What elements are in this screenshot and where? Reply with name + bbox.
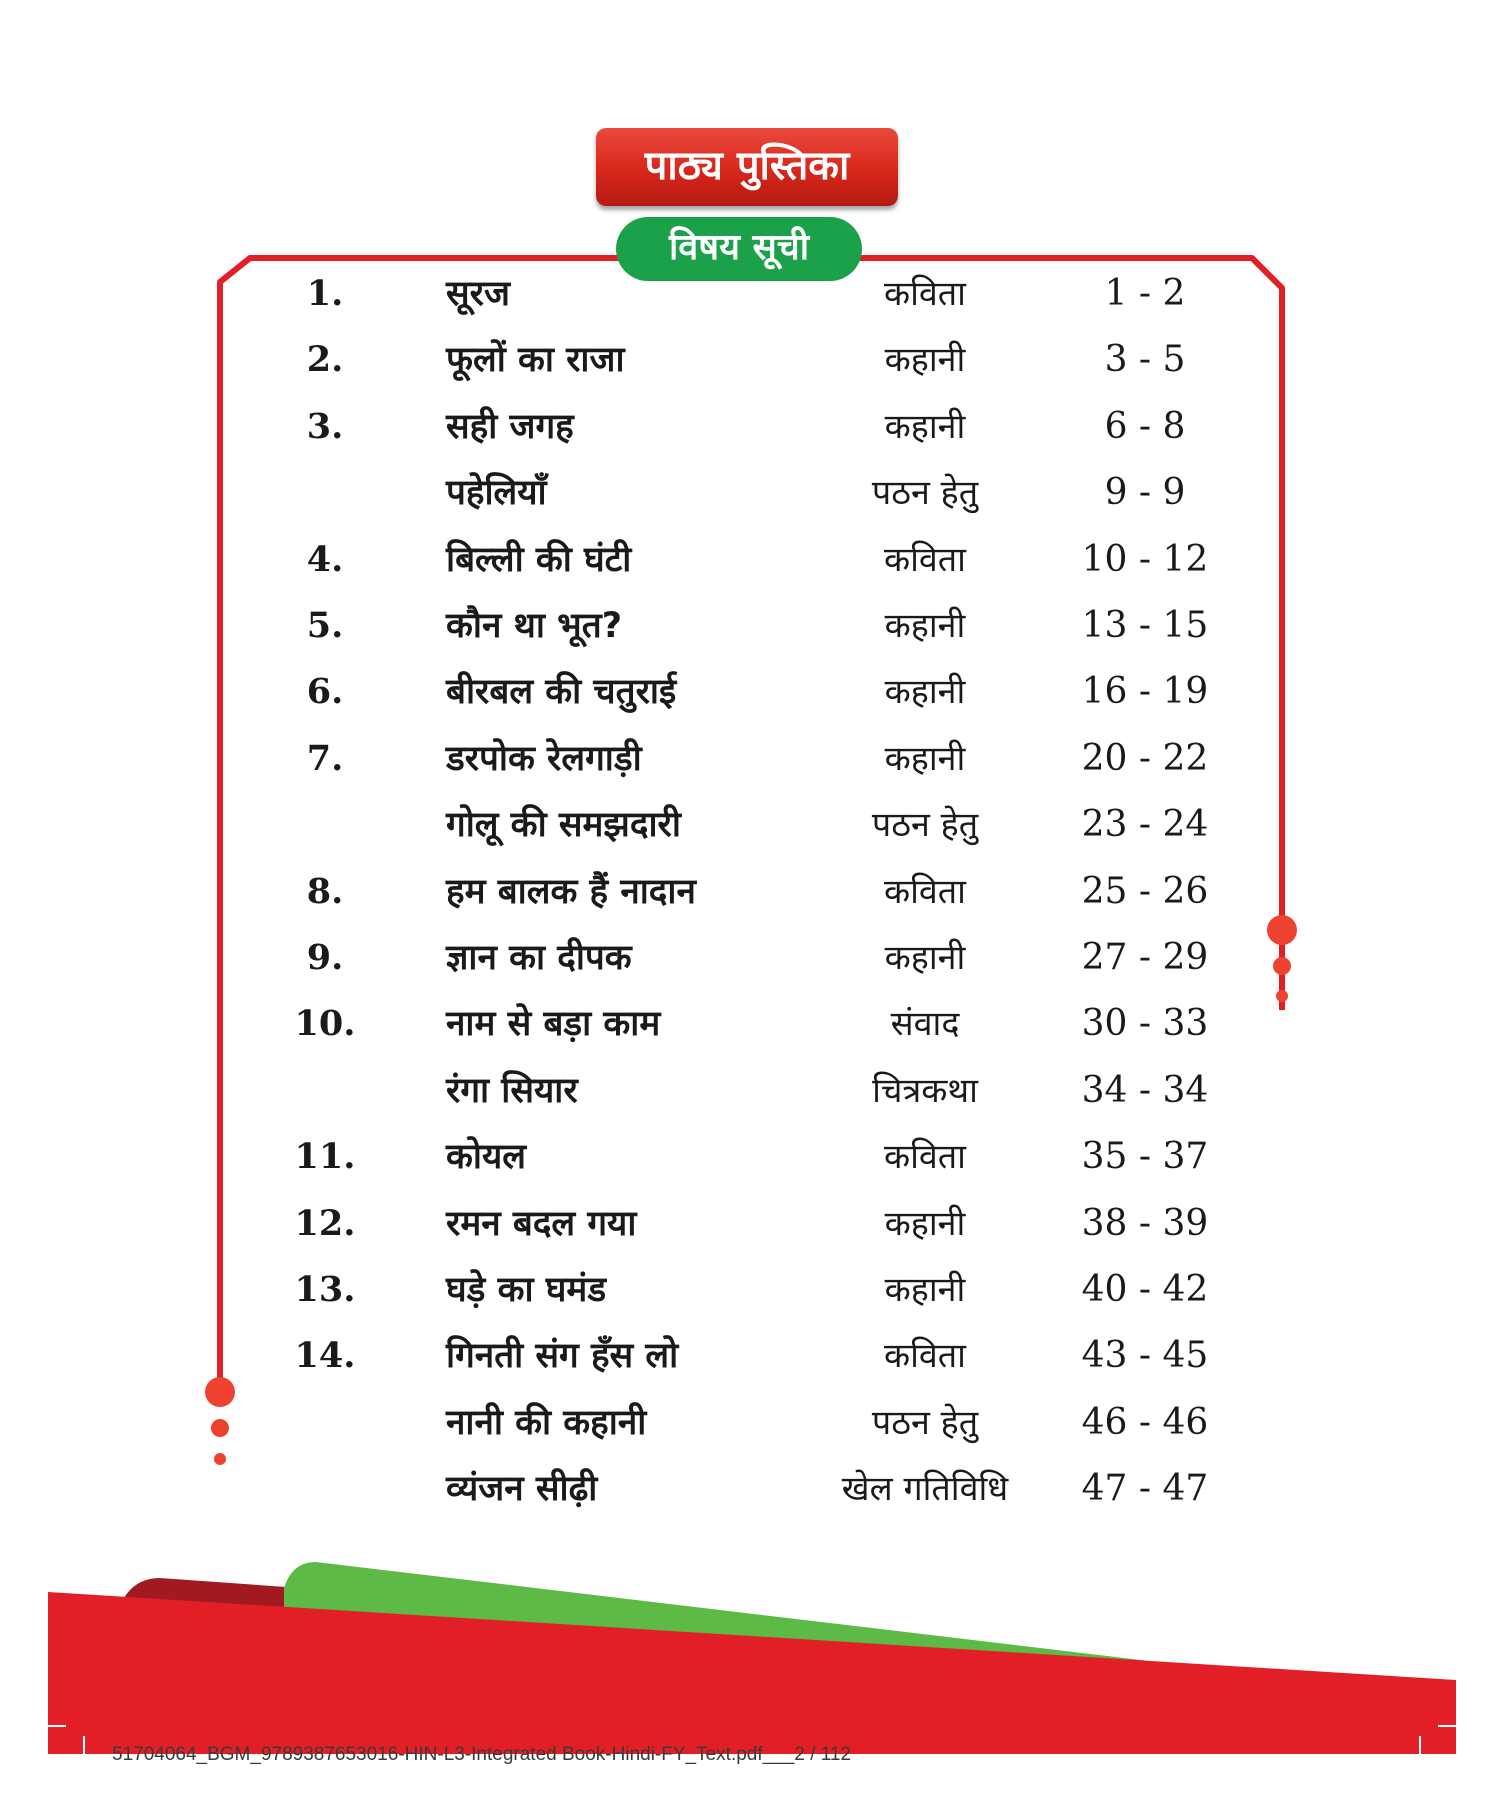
toc-number: 9. [306,937,344,978]
toc-type: कविता [883,274,966,314]
toc-row [0,729,1500,789]
toc-number: 1. [306,273,344,314]
footer-file-info [112,1744,851,1766]
toc-row [0,795,1500,855]
toc-pages: 35 - 37 [1081,1136,1209,1178]
toc-type: कविता [883,1137,966,1178]
toc-number: 2. [306,339,344,381]
toc-number: 4. [306,538,344,580]
toc-type: कहानी [884,738,966,779]
toc-number: 12. [294,1202,356,1244]
toc-pages: 9 - 9 [1104,472,1186,514]
toc-row [0,330,1500,390]
toc-number [270,463,380,523]
toc-row [0,463,1500,523]
toc-title: पहेलियाँ [446,473,547,514]
toc-row [0,1393,1500,1453]
toc-title: नाम से बड़ा काम [446,1004,661,1045]
toc-type: कविता [883,1336,966,1377]
toc-pages: 47 - 47 [1081,1468,1209,1510]
toc-pages: 43 - 45 [1081,1335,1209,1377]
toc-title: कोयल [446,1137,526,1178]
toc-row [0,1194,1500,1254]
toc-title: डरपोक रेलगाड़ी [446,738,642,779]
toc-pages: 23 - 24 [1081,804,1209,846]
toc-pages: 16 - 19 [1081,671,1209,713]
footer-separator: ___ [762,1744,795,1765]
toc-number [270,1459,380,1519]
toc-pages: 1 - 2 [1104,273,1186,314]
toc-row [0,530,1500,590]
toc-pages: 46 - 46 [1081,1401,1209,1443]
toc-number: 3. [306,405,344,447]
toc-type: खेल गतिविधि [841,1469,1009,1510]
toc-type: चित्रकथा [872,1070,978,1111]
toc-title: घड़े का घमंड [446,1270,607,1310]
toc-pages: 34 - 34 [1081,1069,1209,1111]
toc-pages: 27 - 29 [1081,937,1209,978]
toc-pages: 38 - 39 [1081,1202,1209,1244]
toc-type: पठन हेतु [871,473,979,514]
toc-number [270,1393,380,1453]
toc-title: बिल्ली की घंटी [446,539,632,580]
toc-row [0,1459,1500,1519]
toc-row [0,397,1500,457]
toc-number: 11. [294,1136,356,1178]
toc-number: 10. [294,1003,356,1045]
toc-type: कहानी [884,1203,966,1244]
toc-type: कहानी [884,606,966,646]
page-title: पाठ्य पुस्तिका [596,128,898,206]
toc-title: सही जगह [446,406,574,447]
toc-type: पठन हेतु [871,805,979,846]
toc-number [270,1061,380,1121]
toc-title: गिनती संग हँस लो [446,1336,679,1377]
toc-title: ज्ञान का दीपक [446,938,632,978]
toc-type: कहानी [884,1270,966,1310]
toc-pages: 3 - 5 [1104,339,1186,381]
toc-title: नानी की कहानी [446,1402,647,1443]
toc-pages: 25 - 26 [1081,870,1209,912]
toc-pages: 6 - 8 [1104,405,1186,447]
toc-title: हम बालक हैं नादान [446,871,696,912]
toc-pages: 30 - 33 [1081,1003,1209,1045]
toc-number: 5. [306,605,344,646]
toc-pages: 13 - 15 [1081,605,1209,646]
toc-row [0,1061,1500,1121]
toc-type: कहानी [884,340,966,381]
toc-pages: 20 - 22 [1081,737,1209,779]
toc-type: कहानी [884,938,966,978]
toc-row [0,264,1500,324]
toc-type: पठन हेतु [871,1402,979,1443]
toc-number: 6. [306,671,344,713]
toc-row [0,1326,1500,1386]
toc-number: 7. [306,737,344,779]
toc-title: बीरबल की चतुराई [446,672,677,713]
toc-title: कौन था भूत? [446,606,623,646]
toc-title: व्यंजन सीढ़ी [446,1469,598,1510]
footer-file-name: 51704064_BGM_9789387653016-HIN-L3-Integrated Book-Hindi-FY_Text.pdf [112,1744,763,1765]
toc-title: रमन बदल गया [446,1203,637,1244]
toc-pages: 10 - 12 [1081,538,1209,580]
toc-title: रंगा सियार [446,1070,578,1111]
toc-row [0,596,1500,656]
toc-pages: 40 - 42 [1081,1269,1209,1310]
toc-number: 8. [306,870,344,912]
section-subtitle: विषय सूची [616,217,862,281]
toc-number: 14. [294,1335,356,1377]
toc-title: फूलों का राजा [446,340,625,381]
toc-row [0,1260,1500,1320]
toc-type: कविता [883,539,966,580]
toc-row [0,662,1500,722]
toc-type: कहानी [884,672,966,713]
footer-page-indicator: 2 / 112 [794,1744,852,1765]
toc-row [0,1127,1500,1187]
toc-row [0,928,1500,988]
toc-row [0,862,1500,922]
toc-type: कविता [883,871,966,912]
toc-number [270,795,380,855]
toc-row [0,994,1500,1054]
toc-number: 13. [294,1269,356,1310]
toc-title: गोलू की समझदारी [446,805,681,846]
toc-type: संवाद [890,1004,960,1045]
toc-type: कहानी [884,406,966,447]
toc-title: सूरज [446,274,510,314]
